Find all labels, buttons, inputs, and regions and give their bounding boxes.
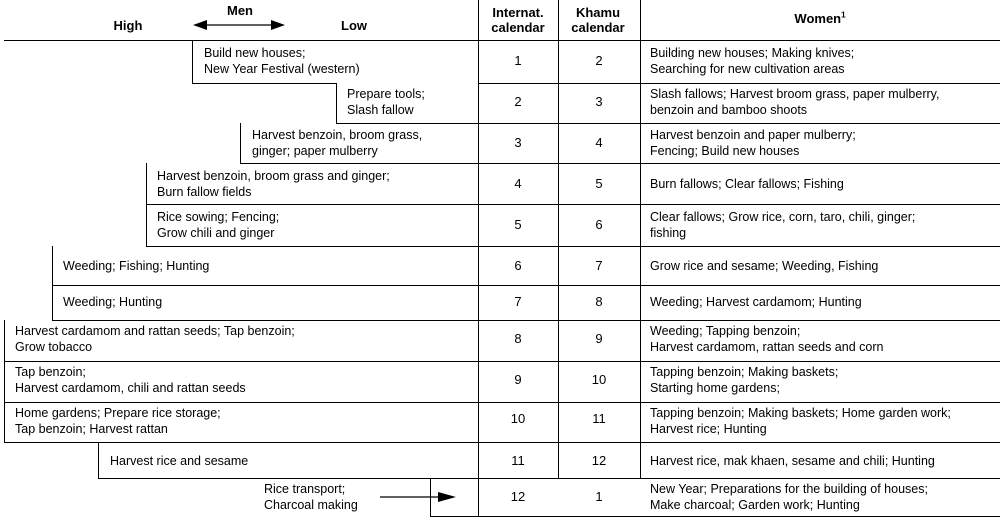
intl-month-11: 11 [511,453,525,468]
women-row-7: Weeding; Harvest cardamom; Hunting [650,295,862,309]
men-row-5: Rice sowing; Fencing; Grow chili and ginger [157,210,280,240]
khamu-month-6: 7 [595,258,603,273]
khamu-month-7: 8 [595,294,603,309]
intl-month-3: 3 [514,135,522,150]
intl-month-9: 9 [514,372,522,387]
men-row-12: Rice transport; Charcoal making [264,482,358,512]
intl-month-6: 6 [514,258,522,273]
right-arrow-icon [380,489,456,505]
header-men: Men [227,3,253,18]
khamu-month-1: 2 [595,53,603,68]
intl-month-5: 5 [514,217,522,232]
women-row-9: Tapping benzoin; Making baskets; Starting home gardens; [650,365,839,395]
women-row-2: Slash fallows; Harvest broom grass, paper mulberry, benzoin and bamboo shoots [650,87,940,117]
khamu-month-5: 6 [595,217,603,232]
intl-month-2: 2 [514,94,522,109]
double-arrow-icon [193,17,285,33]
men-row-6: Weeding; Fishing; Hunting [63,259,210,273]
intl-month-8: 8 [514,331,522,346]
women-row-10: Tapping benzoin; Making baskets; Home garden work; Harvest rice; Hunting [650,406,951,436]
women-row-6: Grow rice and sesame; Weeding, Fishing [650,259,879,273]
women-row-1: Building new houses; Making knives; Searching for new cultivation areas [650,46,855,76]
header-low: Low [341,18,367,33]
header-high: High [113,18,143,33]
khamu-month-11: 12 [591,453,607,468]
intl-month-10: 10 [510,411,526,426]
men-row-1: Build new houses; New Year Festival (western) [204,46,360,76]
women-row-8: Weeding; Tapping benzoin; Harvest cardamom, rattan seeds and corn [650,324,884,354]
women-row-11: Harvest rice, mak khaen, sesame and chili; Hunting [650,454,935,468]
intl-month-12: 12 [510,489,526,504]
khamu-month-8: 9 [595,331,603,346]
men-row-9: Tap benzoin; Harvest cardamom, chili and rattan seeds [15,365,246,395]
intl-month-1: 1 [514,53,522,68]
men-row-8: Harvest cardamom and rattan seeds; Tap benzoin; Grow tobacco [15,324,295,354]
khamu-month-10: 11 [592,411,606,426]
men-row-4: Harvest benzoin, broom grass and ginger; Burn fallow fields [157,169,390,199]
header-women: Women$^1$ [794,10,846,26]
men-row-11: Harvest rice and sesame [110,454,249,468]
men-row-3: Harvest benzoin, broom grass, ginger; paper mulberry [252,128,423,158]
intl-month-4: 4 [514,176,522,191]
women-footnote-marker: 1 [841,10,846,20]
intl-month-7: 7 [514,294,522,309]
khamu-month-12: 1 [595,489,603,504]
khamu-month-2: 3 [595,94,603,109]
header-intl-calendar: Internat. calendar [491,5,545,35]
women-row-5: Clear fallows; Grow rice, corn, taro, chili, ginger; fishing [650,210,916,240]
women-row-12: New Year; Preparations for the building of houses; Make charcoal; Garden work; Hunting [650,482,928,512]
men-row-7: Weeding; Hunting [63,295,163,309]
khamu-month-4: 5 [595,176,603,191]
women-row-3: Harvest benzoin and paper mulberry; Fencing; Build new houses [650,128,856,158]
header-khamu-calendar: Khamu calendar [571,5,625,35]
men-row-10: Home gardens; Prepare rice storage; Tap benzoin; Harvest rattan [15,406,221,436]
men-row-2: Prepare tools; Slash fallow [347,87,425,117]
khamu-month-3: 4 [595,135,603,150]
khamu-month-9: 10 [591,372,607,387]
women-row-4: Burn fallows; Clear fallows; Fishing [650,177,844,191]
